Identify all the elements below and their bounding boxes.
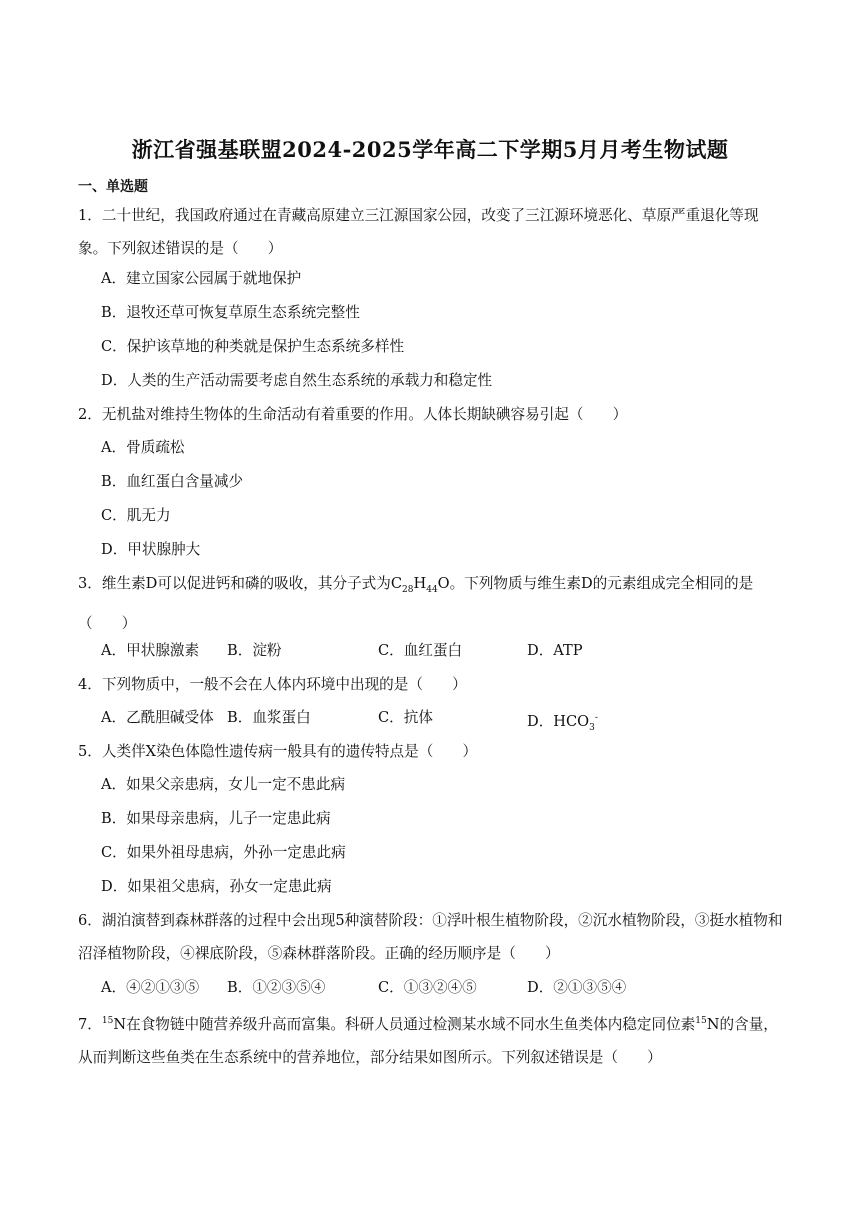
question-3-stem: 3．维生素D可以促进钙和磷的吸收，其分子式为$C_{28}H_{44}O$。下列物质与维生素D的元素组成完全相同的是（ ） xyxy=(78,575,754,632)
question-7-stem: 7．$^{15}$N在食物链中随营养级升高而富集。科研人员通过检测某水域不同水生鱼类体内稳定同位素$^{15}$N的含量，从而判断这些鱼类在生态系统中的营养地位，部分结果如图所示。下列叙述错误是（ ） xyxy=(78,1015,778,1066)
question-5-option-d: D．如果祖父患病，孙女一定患此病 xyxy=(101,878,332,895)
question-6-option-d: D．②①③⑤④ xyxy=(527,979,627,996)
question-5-option-a: A．如果父亲患病，女儿一定不患此病 xyxy=(101,776,346,793)
question-2-option-b: B．血红蛋白含量减少 xyxy=(101,473,244,490)
question-4-option-b: B．血浆蛋白 xyxy=(227,709,311,726)
question-1-option-a: A．建立国家公园属于就地保护 xyxy=(101,270,302,287)
question-4-option-c: C．抗体 xyxy=(378,709,433,726)
question-5-option-b: B．如果母亲患病，儿子一定患此病 xyxy=(101,810,331,827)
question-1-stem: 1．二十世纪，我国政府通过在青藏高原建立三江源国家公园，改变了三江源环境恶化、草原严重退化等现象。下列叙述错误的是（ ） xyxy=(78,207,759,257)
question-4-option-d: D．$HCO_3^-$ xyxy=(527,712,598,733)
question-6-stem: 6．湖泊演替到森林群落的过程中会出现5种演替阶段：①浮叶根生植物阶段，②沉水植物阶段，③挺水植物和沼泽植物阶段，④裸底阶段，⑤森林群落阶段。正确的经历顺序是（ ） xyxy=(78,912,783,962)
question-6-option-a: A．④②①③⑤ xyxy=(101,979,200,996)
question-6-option-b: B．①②③⑤④ xyxy=(227,979,326,996)
question-1-option-c: C．保护该草地的种类就是保护生态系统多样性 xyxy=(101,338,405,355)
question-2-stem: 2．无机盐对维持生物体的生命活动有着重要的作用。人体长期缺碘容易引起（ ） xyxy=(78,406,628,423)
page-title: 浙江省强基联盟2024-2025学年高二下学期5月月考生物试题 xyxy=(131,137,729,162)
question-2-option-d: D．甲状腺肿大 xyxy=(101,541,201,558)
question-3-option-b: B．淀粉 xyxy=(227,642,282,659)
question-3-option-c: C．血红蛋白 xyxy=(378,642,463,659)
question-3-option-d: D．ATP xyxy=(527,642,583,659)
question-5-stem: 5．人类伴X染色体隐性遗传病一般具有的遗传特点是（ ） xyxy=(78,743,478,760)
section-heading: 一、单选题 xyxy=(78,179,148,195)
question-2-option-c: C．肌无力 xyxy=(101,507,171,524)
question-6-option-c: C．①③②④⑤ xyxy=(378,979,477,996)
question-1-option-b: B．退牧还草可恢复草原生态系统完整性 xyxy=(101,304,360,321)
question-2-option-a: A．骨质疏松 xyxy=(101,439,185,456)
question-4-stem: 4．下列物质中，一般不会在人体内环境中出现的是（ ） xyxy=(78,676,467,693)
question-1-option-d: D．人类的生产活动需要考虑自然生态系统的承载力和稳定性 xyxy=(101,372,493,389)
question-4-option-a: A．乙酰胆碱受体 xyxy=(101,709,214,726)
question-5-option-c: C．如果外祖母患病，外孙一定患此病 xyxy=(101,844,346,861)
question-3-option-a: A．甲状腺激素 xyxy=(101,642,200,659)
